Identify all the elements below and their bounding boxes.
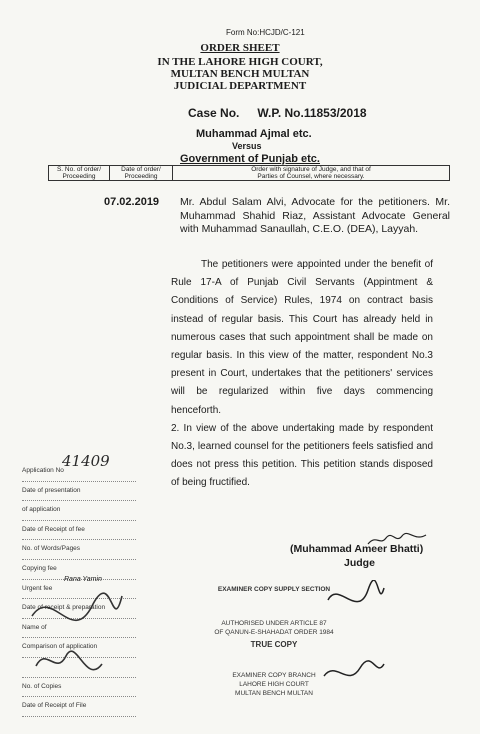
office-row: Date of presentation	[22, 482, 136, 502]
document-title: ORDER SHEET	[200, 42, 280, 54]
stamp-officer-1: EXAMINER COPY BRANCH	[232, 672, 316, 679]
order-paragraph-2: 2. In view of the above undertaking made by respondent No.3, learned counsel for the petitioners feels satisfied and does not press this petition. This petition stands disposed of being fructified.	[171, 422, 433, 489]
office-row: Copying fee	[22, 560, 136, 580]
stamp-section: EXAMINER COPY SUPPLY SECTION	[217, 586, 331, 593]
stamp-line-2: OF QANUN-E-SHAHADAT ORDER 1984	[214, 629, 334, 636]
order-column-header: Order with signature of Judge, and that of Parties of Counsel, where necessary.	[173, 166, 450, 181]
certified-copy-stamp	[214, 586, 334, 704]
form-number: Form No:HCJD/C-121	[226, 28, 305, 37]
office-row: Date of receipt & preparation	[22, 599, 136, 619]
stamp-bench: MULTAN BENCH MULTAN	[235, 690, 313, 697]
order-column-headers	[48, 165, 450, 181]
examiner-signature	[318, 580, 388, 690]
stamp-officer-2: LAHORE HIGH COURT	[239, 681, 309, 688]
case-line	[188, 106, 385, 120]
order-paragraph-1: The petitioners were appointed under the benefit of Rule 17-A of Punjab Civil Servants (Appintment & Conditions of Service) Rules, 1974 on contract basis instead of regular basis. This Court has already held in numerous cases that such appointment shall be made on regular basis. In this view of the matter, respondent No.3 present in Court, undertakes that the petitioners' services will be regularized within five days commencing henceforth.	[171, 259, 433, 416]
judge-name: (Muhammad Ameer Bhatti)	[290, 543, 424, 555]
court-name: IN THE LAHORE HIGH COURT,	[157, 56, 323, 68]
office-row: No. of Copies	[22, 678, 136, 698]
office-row: Application No	[22, 462, 136, 482]
judge-title: Judge	[344, 557, 375, 569]
department-name: JUDICIAL DEPARTMENT	[173, 80, 307, 92]
office-row: Date of Receipt of File	[22, 697, 136, 717]
order-body	[171, 256, 433, 493]
office-row: Comparison of application	[22, 638, 136, 658]
bench-name: MULTAN BENCH MULTAN	[170, 68, 310, 80]
versus-label: Versus	[232, 141, 262, 151]
office-row: Urgent fee	[22, 580, 136, 600]
order-date: 07.02.2019	[104, 196, 160, 208]
appearance-text: Mr. Abdul Salam Alvi, Advocate for the petitioners. Mr. Muhammad Shahid Riaz, Assistant Advocate General with Muhammad Sanaullah, C.E.O. (DEA), Layyah.	[180, 196, 450, 235]
office-row: Date of Receipt of fee	[22, 521, 136, 541]
copyist-name: Rana Yamin	[64, 576, 102, 583]
handwritten-scribble	[22, 576, 132, 694]
office-row: No. of Words/Pages	[22, 540, 136, 560]
office-row: of application	[22, 501, 136, 521]
application-number: 41409	[62, 452, 110, 470]
respondent-party: Government of Punjab etc.	[180, 153, 320, 165]
stamp-line-1: AUTHORISED UNDER ARTICLE 87	[221, 620, 327, 627]
petitioner-party: Muhammad Ajmal etc.	[196, 128, 312, 140]
stamp-true-copy: TRUE COPY	[250, 640, 298, 649]
office-row: Name of	[22, 619, 136, 639]
date-column-header: Date of order/ Proceeding	[110, 166, 173, 181]
case-number: W.P. No.11853/2018	[257, 106, 367, 120]
serial-column-header: S. No. of order/ Proceeding	[49, 166, 110, 181]
case-label: Case No.	[188, 106, 240, 120]
